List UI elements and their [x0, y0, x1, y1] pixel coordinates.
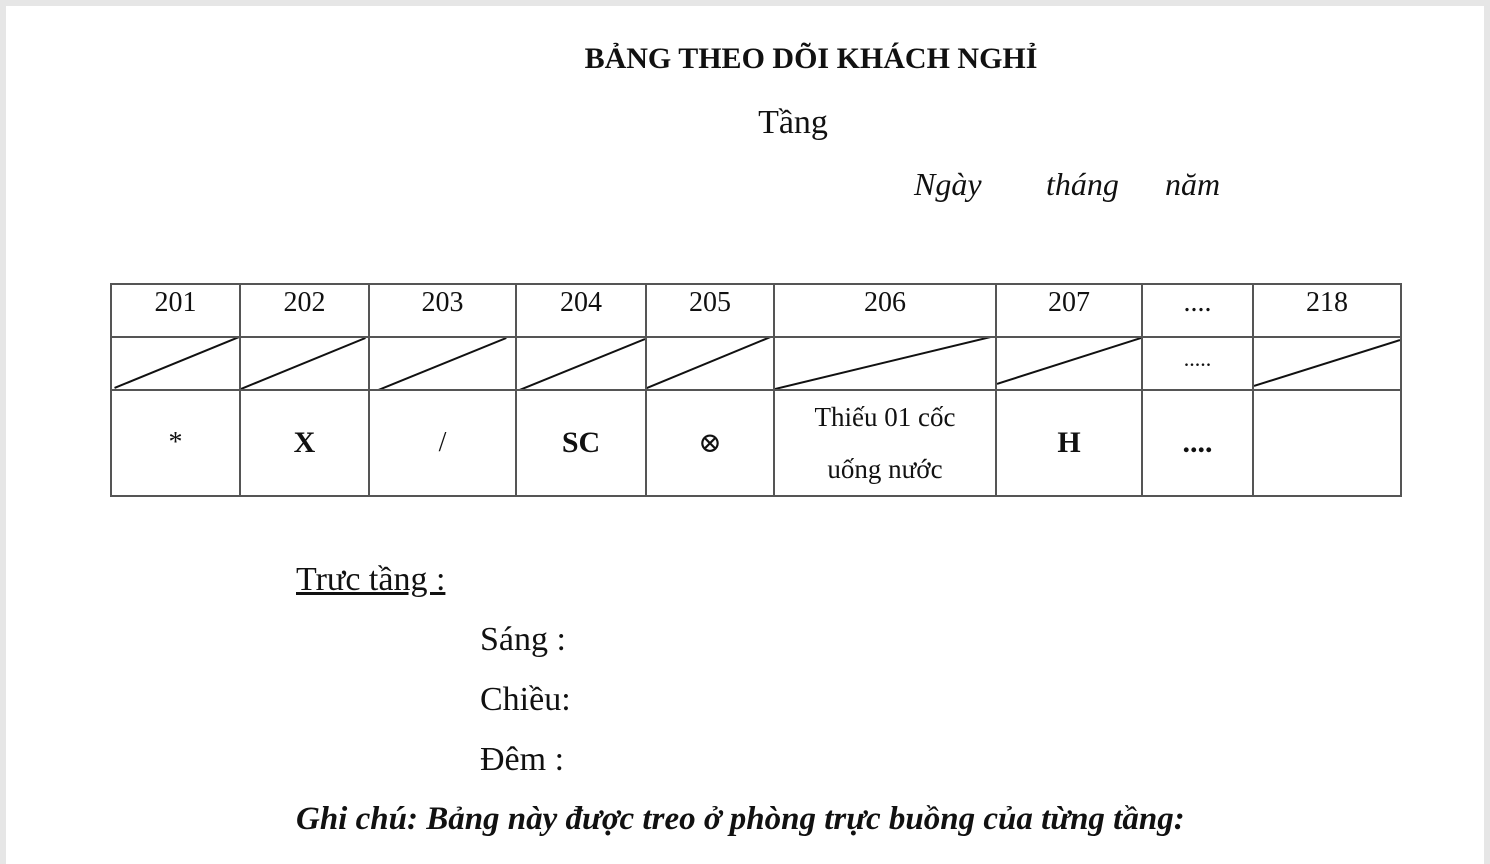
date-year-label: năm: [1165, 166, 1221, 202]
shift-morning: Sáng :: [480, 621, 566, 658]
diagonal-cell: [646, 337, 774, 390]
mark-cell-note: Thiếu 01 cốc uống nước: [774, 390, 996, 496]
room-cell: 206: [774, 284, 996, 337]
diagonal-cell: [516, 337, 646, 390]
room-cell: 205: [646, 284, 774, 337]
diagonal-cell: [1253, 337, 1401, 390]
diagonal-cell: [111, 337, 240, 390]
shift-afternoon: Chiều:: [480, 681, 571, 718]
diagonal-row: [111, 337, 1401, 390]
diagonal-cell: [369, 337, 516, 390]
diagonal-cell: [996, 337, 1142, 390]
mark-cell: ⊗: [646, 390, 774, 496]
room-tracking-table: [110, 283, 1402, 497]
mark-cell: SC: [516, 390, 646, 496]
floor-label: Tầng: [758, 104, 828, 141]
mark-cell: H: [996, 390, 1142, 496]
shift-night: Đêm :: [480, 741, 565, 778]
mark-cell: [1253, 390, 1401, 496]
room-cell: 207: [996, 284, 1142, 337]
date-month-label: tháng: [1046, 166, 1119, 202]
room-cell: ....: [1142, 284, 1253, 337]
date-day-label: Ngày: [914, 166, 982, 202]
mark-cell: ....: [1142, 390, 1253, 496]
room-cell: 204: [516, 284, 646, 337]
diagonal-cell: [240, 337, 369, 390]
room-number-row: [111, 284, 1401, 337]
document-page: [6, 6, 1484, 864]
mark-cell: X: [240, 390, 369, 496]
room-cell: 202: [240, 284, 369, 337]
room-cell: 201: [111, 284, 240, 337]
room-cell: 203: [369, 284, 516, 337]
mark-cell: *: [111, 390, 240, 496]
floor-duty-label: Trưc tầng :: [296, 561, 446, 598]
status-mark-row: [111, 390, 1401, 496]
mark-cell: /: [369, 390, 516, 496]
diagonal-cell: [774, 337, 996, 390]
document-title: BẢNG THEO DÕI KHÁCH NGHỈ: [584, 42, 1038, 75]
footnote: Ghi chú: Bảng này được treo ở phòng trực buồng của từng tầng:: [296, 801, 1185, 837]
room-cell: 218: [1253, 284, 1401, 337]
diagonal-dots-cell: .....: [1142, 337, 1253, 390]
